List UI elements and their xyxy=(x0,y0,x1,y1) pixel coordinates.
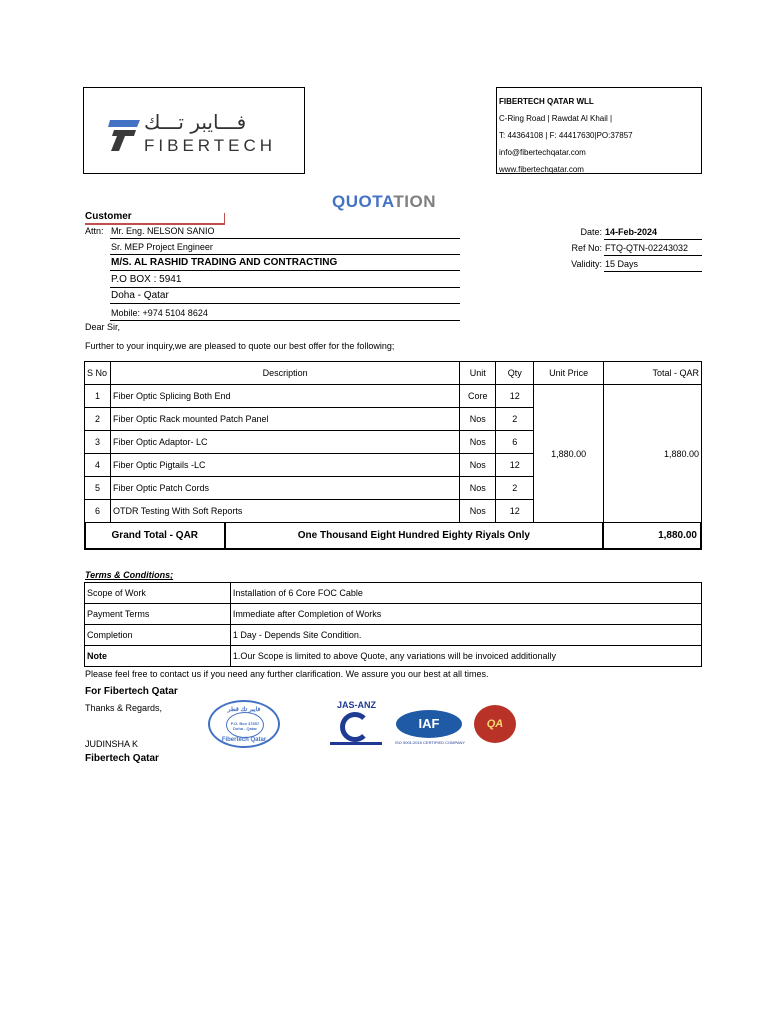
document-title xyxy=(0,192,768,212)
title-part-blue: QUOTA xyxy=(332,192,394,211)
row-unit: Nos xyxy=(460,408,496,431)
items-table xyxy=(84,361,702,523)
qa-seal-logo: QA xyxy=(474,705,516,743)
validity-value: 15 Days xyxy=(604,257,702,272)
intro-text: Further to your inquiry,we are pleased to quote our best offer for the following; xyxy=(85,341,395,351)
row-description: Fiber Optic Adaptor- LC xyxy=(110,431,459,454)
customer-heading: Customer xyxy=(85,211,132,222)
row-description: OTDR Testing With Soft Reports xyxy=(110,500,459,523)
row-description: Fiber Optic Splicing Both End xyxy=(110,385,459,408)
row-qty: 6 xyxy=(496,431,534,454)
closing-text: Please feel free to contact us if you need any further clarification. We assure you our best at all times. xyxy=(85,669,489,679)
row-qty: 2 xyxy=(496,408,534,431)
terms-key: Scope of Work xyxy=(85,583,231,604)
customer-attn: Mr. Eng. NELSON SANIO xyxy=(110,224,460,239)
grand-total-words: One Thousand Eight Hundred Eighty Riyals Only xyxy=(225,523,604,550)
iaf-logo: IAF xyxy=(396,710,462,738)
jas-anz-logo-icon xyxy=(340,712,370,742)
customer-designation: Sr. MEP Project Engineer xyxy=(110,240,460,255)
row-sno: 1 xyxy=(85,385,111,408)
jas-anz-logo-bar xyxy=(330,742,382,745)
row-sno: 2 xyxy=(85,408,111,431)
row-description: Fiber Optic Rack mounted Patch Panel xyxy=(110,408,459,431)
grand-total-amount: 1,880.00 xyxy=(603,523,701,550)
row-sno: 3 xyxy=(85,431,111,454)
sign-name: JUDINSHA K xyxy=(85,739,139,749)
date-value: 14-Feb-2024 xyxy=(604,225,702,240)
row-unit: Nos xyxy=(460,454,496,477)
fibertech-f-icon xyxy=(106,118,142,152)
row-sno: 6 xyxy=(85,500,111,523)
greeting: Dear Sir, xyxy=(85,322,121,332)
row-description: Fiber Optic Pigtails -LC xyxy=(110,454,459,477)
row-sno: 5 xyxy=(85,477,111,500)
row-qty: 12 xyxy=(496,385,534,408)
total-cell: 1,880.00 xyxy=(604,385,702,523)
company-email: info@fibertechqatar.com xyxy=(499,148,586,157)
row-qty: 12 xyxy=(496,500,534,523)
company-website: www.fibertechqatar.com xyxy=(499,165,584,174)
customer-city: Doha - Qatar xyxy=(110,289,460,304)
row-sno: 4 xyxy=(85,454,111,477)
row-qty: 12 xyxy=(496,454,534,477)
row-unit: Nos xyxy=(460,500,496,523)
unit-price-cell: 1,880.00 xyxy=(534,385,604,523)
row-unit: Nos xyxy=(460,431,496,454)
row-description: Fiber Optic Patch Cords xyxy=(110,477,459,500)
header-unit: Unit xyxy=(460,362,496,385)
sign-regards: Thanks & Regards, xyxy=(85,703,163,713)
sign-company: Fibertech Qatar xyxy=(85,753,159,764)
header-sno: S No xyxy=(85,362,111,385)
grand-total-label: Grand Total - QAR xyxy=(85,523,225,550)
date-label: Date: xyxy=(580,227,602,237)
terms-key: Completion xyxy=(85,625,231,646)
terms-key: Note xyxy=(85,646,231,667)
jas-anz-logo-text: JAS-ANZ xyxy=(337,700,377,710)
terms-value: 1 Day - Depends Site Condition. xyxy=(230,625,701,646)
customer-pobox: P.O BOX : 5941 xyxy=(110,273,460,288)
header-qty: Qty xyxy=(496,362,534,385)
company-address: C-Ring Road | Rawdat Al Khail | xyxy=(499,114,613,123)
ref-value: FTQ-QTN-02243032 xyxy=(604,241,702,256)
company-seal-stamp xyxy=(208,700,280,748)
company-phone: T: 44364108 | F: 44417630|PO:37857 xyxy=(499,131,633,140)
attn-label: Attn: xyxy=(85,226,104,236)
title-part-gray: TION xyxy=(393,192,436,211)
ref-label: Ref No: xyxy=(571,243,602,253)
terms-row xyxy=(85,646,702,667)
seal-center-text: P.O. Box 37857 Doha - Qatar xyxy=(230,721,260,731)
terms-row xyxy=(85,583,702,604)
row-unit: Nos xyxy=(460,477,496,500)
terms-value: Installation of 6 Core FOC Cable xyxy=(230,583,701,604)
header-description: Description xyxy=(110,362,459,385)
iaf-logo-subtext: ISO 9001:2015 CERTIFIED COMPANY xyxy=(395,740,466,745)
customer-company: M/S. AL RASHID TRADING AND CONTRACTING xyxy=(110,256,460,271)
validity-label: Validity: xyxy=(571,259,602,269)
table-header-row xyxy=(85,362,702,385)
seal-bottom-text: Fibertech Qatar xyxy=(221,737,267,743)
grand-total-row xyxy=(84,522,702,550)
terms-row xyxy=(85,625,702,646)
terms-heading: Terms & Conditions; xyxy=(85,570,174,580)
header-total: Total - QAR xyxy=(604,362,702,385)
terms-row xyxy=(85,604,702,625)
terms-table xyxy=(84,582,702,667)
seal-arabic-text: فايبر تك قطر xyxy=(227,707,261,713)
company-name: FIBERTECH QATAR WLL xyxy=(499,97,594,106)
row-unit: Core xyxy=(460,385,496,408)
logo-english-text: FIBERTECH xyxy=(144,136,277,155)
row-qty: 2 xyxy=(496,477,534,500)
customer-underline-tick xyxy=(224,213,225,224)
customer-mobile: Mobile: +974 5104 8624 xyxy=(110,306,460,321)
header-unit-price: Unit Price xyxy=(534,362,604,385)
table-row xyxy=(85,385,702,408)
sign-for: For Fibertech Qatar xyxy=(85,686,178,697)
terms-value: Immediate after Completion of Works xyxy=(230,604,701,625)
company-info-box xyxy=(496,87,702,174)
terms-key: Payment Terms xyxy=(85,604,231,625)
logo-arabic-text: فـــايبر تـــك xyxy=(144,110,247,134)
company-logo xyxy=(83,87,305,174)
terms-value: 1.Our Scope is limited to above Quote, any variations will be invoiced additionally xyxy=(230,646,701,667)
